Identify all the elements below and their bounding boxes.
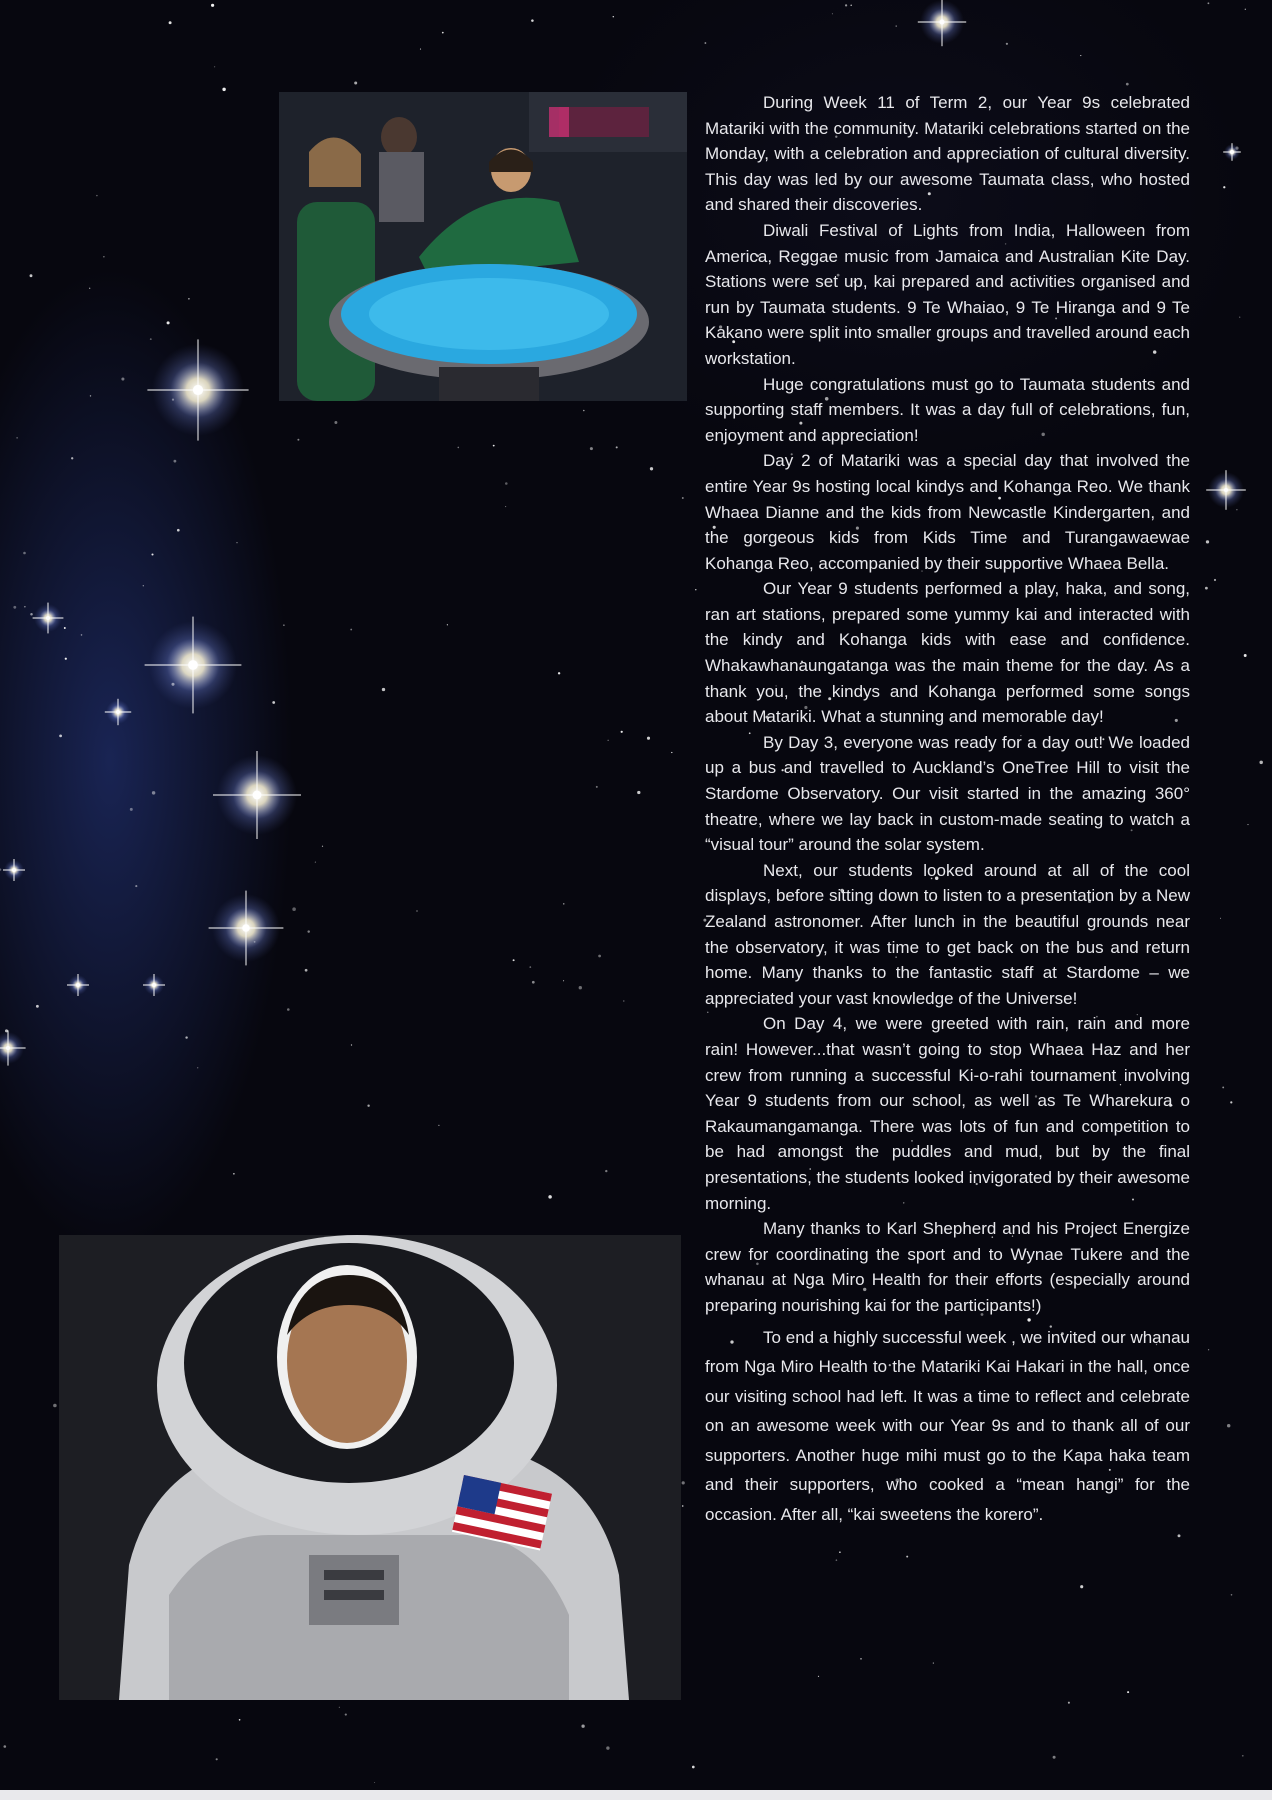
small-star — [621, 731, 623, 733]
small-star — [351, 1044, 352, 1045]
small-star — [839, 1551, 841, 1553]
small-star — [1245, 9, 1246, 10]
article-paragraph: Diwali Festival of Lights from India, Halloween from America, Reggae music from Jamaica and Australian Kite Day. Stations were set up, kai prepared and activities organised and run by Taumata students. 9 Te Whaiao, 9 Te Hiranga and 9 Te Kakano were split into smaller groups and travelled around each workstation. — [705, 220, 1190, 368]
small-star — [1230, 1101, 1232, 1103]
small-star — [505, 506, 506, 507]
small-star — [292, 907, 296, 911]
article-paragraph: Day 2 of Matariki was a special day that involved the entire Year 9s hosting local kindys and Kohanga Reo. We thank Whaea Dianne and the kids from Newcastle Kindergarten, and the gorgeous kids from Kids Time and Turangawaewae Kohanga Reo, accompanied by their supportive Whaea Bella. — [705, 451, 1190, 573]
small-star — [1006, 43, 1008, 45]
small-star — [1231, 1594, 1233, 1596]
small-star — [563, 980, 564, 981]
bright-star — [3, 859, 25, 881]
small-star — [416, 910, 417, 911]
small-star — [623, 1000, 624, 1001]
bright-star — [143, 974, 165, 996]
small-star — [334, 421, 337, 424]
small-star — [1242, 1755, 1244, 1757]
bright-star — [105, 699, 131, 725]
small-star — [172, 399, 174, 401]
small-star — [103, 256, 104, 257]
small-star — [906, 1556, 908, 1558]
small-star — [606, 1746, 609, 1749]
small-star — [254, 941, 256, 943]
small-star — [59, 735, 62, 738]
small-star — [1080, 1585, 1083, 1588]
small-star — [1227, 1424, 1230, 1427]
small-star — [1207, 2, 1209, 4]
small-star — [350, 629, 352, 631]
bright-star — [1223, 143, 1241, 161]
bright-star — [147, 339, 248, 440]
small-star — [637, 791, 640, 794]
small-star — [1244, 654, 1247, 657]
small-star — [647, 737, 650, 740]
small-star — [682, 1481, 685, 1484]
small-star — [214, 66, 215, 67]
small-star — [283, 624, 285, 626]
small-star — [850, 4, 852, 6]
small-star — [272, 701, 275, 704]
small-star — [1127, 1691, 1129, 1693]
small-star — [151, 553, 153, 555]
small-star — [305, 969, 308, 972]
small-star — [345, 1714, 347, 1716]
small-star — [30, 274, 33, 277]
small-star — [581, 1725, 584, 1728]
small-star — [692, 1766, 695, 1769]
small-star — [297, 439, 299, 441]
small-star — [933, 1663, 934, 1664]
small-star — [682, 497, 684, 499]
small-star — [558, 672, 560, 674]
small-star — [3, 1745, 6, 1748]
small-star — [1208, 1349, 1209, 1350]
small-star — [382, 688, 385, 691]
small-star — [1222, 1086, 1224, 1088]
article-paragraph: On Day 4, we were greeted with rain, rain and more rain! However...that wasn’t going to stop Whaea Haz and her crew from running a successful Ki-o-rahi tournament involving Year 9 students from our school, as well as Te Wharekura o Rakaumangamanga. There was lots of fun and competition to be had amongst the puddles and mud, but by the final presentations, the students looked invigorated by their awesome morning. — [705, 1014, 1190, 1213]
small-star — [1214, 579, 1216, 581]
small-star — [1178, 1534, 1181, 1537]
small-star — [1068, 1702, 1070, 1704]
small-star — [608, 740, 609, 741]
small-star — [1235, 147, 1238, 150]
small-star — [563, 903, 564, 904]
small-star — [188, 298, 190, 300]
small-star — [682, 1505, 684, 1507]
small-star — [1053, 1756, 1056, 1759]
small-star — [143, 585, 144, 586]
small-star — [233, 1173, 235, 1175]
small-star — [211, 4, 214, 7]
small-star — [1080, 55, 1081, 56]
small-star — [367, 1104, 369, 1106]
small-star — [152, 791, 155, 794]
small-star — [236, 542, 237, 543]
small-star — [65, 658, 67, 660]
small-star — [818, 1676, 819, 1677]
students-at-interactive-table-photo — [279, 92, 687, 401]
bright-star — [213, 751, 301, 839]
small-star — [860, 1658, 861, 1659]
small-star — [30, 613, 33, 616]
small-star — [1126, 83, 1129, 86]
small-star — [71, 457, 73, 459]
small-star — [222, 88, 225, 91]
bright-star — [67, 974, 89, 996]
small-star — [135, 885, 137, 887]
small-star — [513, 959, 515, 961]
small-star — [177, 529, 180, 532]
small-star — [616, 446, 618, 448]
small-star — [505, 482, 508, 485]
small-star — [1239, 317, 1240, 318]
small-star — [438, 1125, 439, 1126]
small-star — [447, 624, 448, 625]
small-star — [239, 1719, 241, 1721]
small-star — [845, 4, 847, 6]
article-paragraph: By Day 3, everyone was ready for a day out! We loaded up a bus and travelled to Auckland’s OneTree Hill to visit the Stardome Observatory. Our visit started in the amazing 360° theatre, where we lay back in custom-made seating to watch a “visual tour” around the solar system. — [705, 732, 1190, 855]
small-star — [287, 1008, 290, 1011]
small-star — [24, 606, 25, 607]
small-star — [650, 467, 653, 470]
small-star — [174, 460, 177, 463]
small-star — [1220, 918, 1221, 919]
small-star — [339, 1707, 340, 1708]
small-star — [1206, 540, 1209, 543]
bright-star — [1206, 470, 1246, 510]
small-star — [590, 447, 593, 450]
small-star — [81, 634, 83, 636]
small-star — [1223, 186, 1225, 188]
small-star — [442, 32, 444, 34]
small-star — [167, 321, 170, 324]
small-star — [307, 930, 309, 932]
small-star — [1247, 824, 1248, 825]
small-star — [420, 49, 421, 50]
small-star — [1205, 587, 1208, 590]
small-star — [13, 606, 16, 609]
small-star — [0, 869, 1, 871]
small-star — [130, 808, 133, 811]
article-paragraph: Huge congratulations must go to Taumata students and supporting staff members. It was a day full of celebrations, fun, enjoyment and appreciation! — [705, 374, 1190, 445]
small-star — [64, 627, 66, 629]
small-star — [896, 25, 897, 26]
small-star — [613, 16, 614, 17]
small-star — [185, 1036, 187, 1038]
small-star — [121, 377, 124, 380]
small-star — [605, 1170, 607, 1172]
small-star — [354, 82, 357, 85]
small-star — [96, 195, 97, 196]
article-body — [705, 90, 1190, 1529]
small-star — [197, 1067, 198, 1068]
small-star — [374, 1782, 375, 1783]
small-star — [89, 288, 90, 289]
student-in-astronaut-cutout-photo — [59, 1235, 681, 1700]
small-star — [1236, 509, 1237, 510]
small-star — [532, 981, 535, 984]
small-star — [583, 410, 585, 412]
bright-star — [209, 891, 284, 966]
bright-star — [145, 617, 242, 714]
small-star — [695, 589, 696, 590]
small-star — [315, 862, 316, 863]
article-paragraph: Next, our students looked around at all of the cool displays, before sitting down to listen to a presentation by a New Zealand astronomer. After lunch in the beautiful grounds near the observatory, it was time to get back on the bus and return home. Many thanks to the fantastic staff at Stardome – we appreciated your vast knowledge of the Universe! — [705, 860, 1190, 1008]
article-paragraph: During Week 11 of Term 2, our Year 9s celebrated Matariki with the community. Matariki celebrations started on the Monday, with a celebration and appreciation of cultural diversity. This day was led by our awesome Taumata class, who hosted and shared their discoveries. — [705, 93, 1190, 215]
small-star — [169, 21, 172, 24]
small-star — [322, 846, 323, 847]
small-star — [704, 42, 706, 44]
small-star — [5, 1029, 8, 1032]
small-star — [90, 395, 91, 396]
article-paragraph: Our Year 9 students performed a play, haka, and song, ran art stations, prepared some yummy kai and interacted with the kindy and Kohanga kids with ease and confidence. Whakawhanaungatanga was the main theme for the day. As a thank you, the kindys and Kohanga performed some songs about Matariki. What a stunning and memorable day! — [705, 579, 1190, 727]
small-star — [598, 955, 601, 958]
bright-star — [33, 603, 64, 634]
small-star — [671, 752, 672, 753]
bright-star — [0, 1030, 26, 1065]
small-star — [36, 1005, 39, 1008]
small-star — [832, 13, 833, 14]
article-paragraph: To end a highly successful week , we invited our whanau from Nga Miro Health to the Matariki Kai Hakari in the hall, once our visiting school had left. It was a time to reflect and celebrate on an awesome week with our Year 9s and to thank all of our supporters. Another huge mihi must go to the Kapa haka team and their supporters, who cooked a “mean hangi” for the occasion. After all, “kai sweetens the korero”. — [705, 1327, 1190, 1524]
small-star — [216, 1758, 218, 1760]
small-star — [493, 445, 495, 447]
small-star — [529, 966, 531, 968]
small-star — [16, 437, 17, 438]
small-star — [171, 683, 174, 686]
small-star — [150, 338, 152, 340]
small-star — [457, 447, 459, 449]
small-star — [531, 19, 534, 22]
small-star — [23, 552, 26, 555]
small-star — [596, 786, 598, 788]
bright-star — [918, 0, 966, 46]
small-star — [53, 1404, 57, 1408]
small-star — [836, 1559, 838, 1561]
small-star — [1259, 761, 1262, 764]
page-bottom-rule — [0, 1790, 1272, 1800]
small-star — [548, 1195, 552, 1199]
article-paragraph: Many thanks to Karl Shepherd and his Project Energize crew for coordinating the sport and to Wynae Tukere and the whanau at Nga Miro Health for their efforts (especially around preparing nourishing kai for the participants!) — [705, 1219, 1190, 1315]
small-star — [579, 986, 582, 989]
